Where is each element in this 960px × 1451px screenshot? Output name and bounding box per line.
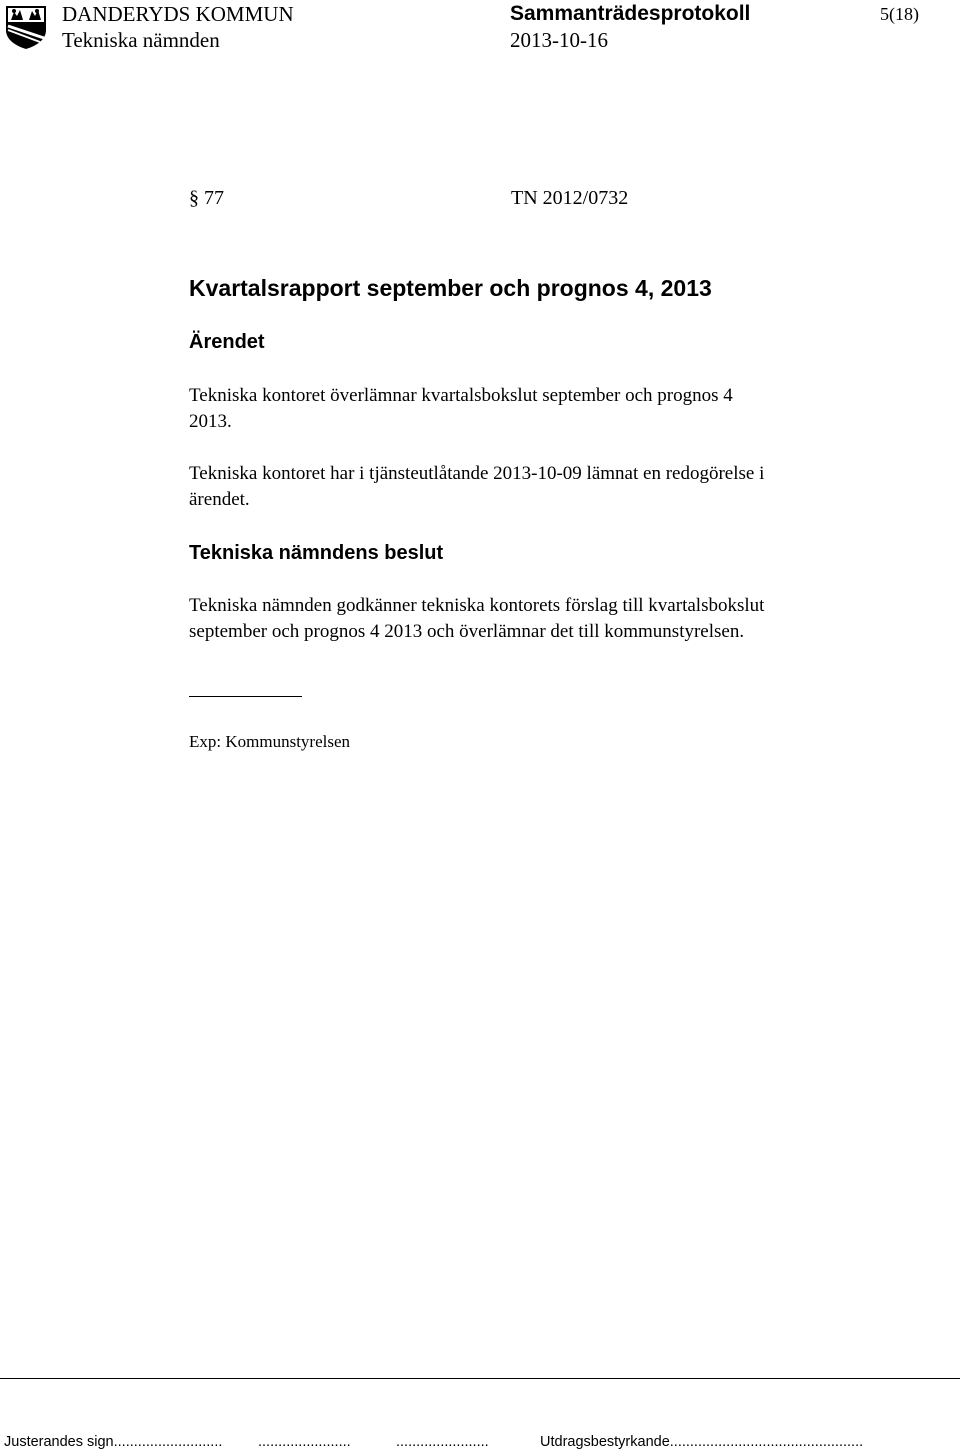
heading-decision: Tekniska nämndens beslut: [189, 542, 444, 564]
page-number: 5(18): [880, 4, 919, 24]
matter-text-line: Tekniska kontoret har i tjänsteutlåtande 2013-10-09 lämnat en redogörelse i: [189, 463, 765, 484]
dispatch-note: Exp: Kommunstyrelsen: [189, 732, 351, 751]
signature-field: .......................: [396, 1434, 489, 1450]
certification-label: Utdragsbestyrkande: [540, 1434, 670, 1450]
separator-line: [189, 696, 302, 697]
meeting-date: 2013-10-16: [510, 28, 608, 52]
document-type: Sammanträdesprotokoll: [510, 2, 751, 25]
municipal-coat-of-arms-icon: [4, 4, 48, 50]
item-title: Kvartalsrapport september och prognos 4, 2013: [189, 275, 712, 301]
case-number: TN 2012/0732: [511, 187, 629, 209]
signature-label: Justerandes sign: [4, 1434, 114, 1450]
footer-divider: [0, 1378, 960, 1379]
signature-field: .......................: [258, 1434, 351, 1450]
decision-text-line: september och prognos 4 2013 och överlämnar det till kommunstyrelsen.: [189, 621, 745, 642]
committee-name: Tekniska nämnden: [62, 28, 220, 52]
certification-field: ................................................: [669, 1434, 864, 1450]
signature-field: ...........................: [113, 1434, 223, 1450]
matter-text-line: Tekniska kontoret överlämnar kvartalsbokslut september och prognos 4: [189, 385, 733, 406]
footer-signature: [4, 1433, 222, 1451]
paragraph-number: § 77: [189, 187, 224, 209]
matter-text-line: ärendet.: [189, 489, 250, 510]
heading-matter: Ärendet: [189, 331, 265, 353]
organization-name: DANDERYDS KOMMUN: [62, 2, 294, 26]
decision-text-line: Tekniska nämnden godkänner tekniska kontorets förslag till kvartalsbokslut: [189, 595, 765, 616]
footer-certification: [540, 1433, 863, 1451]
matter-text-line: 2013.: [189, 411, 232, 432]
